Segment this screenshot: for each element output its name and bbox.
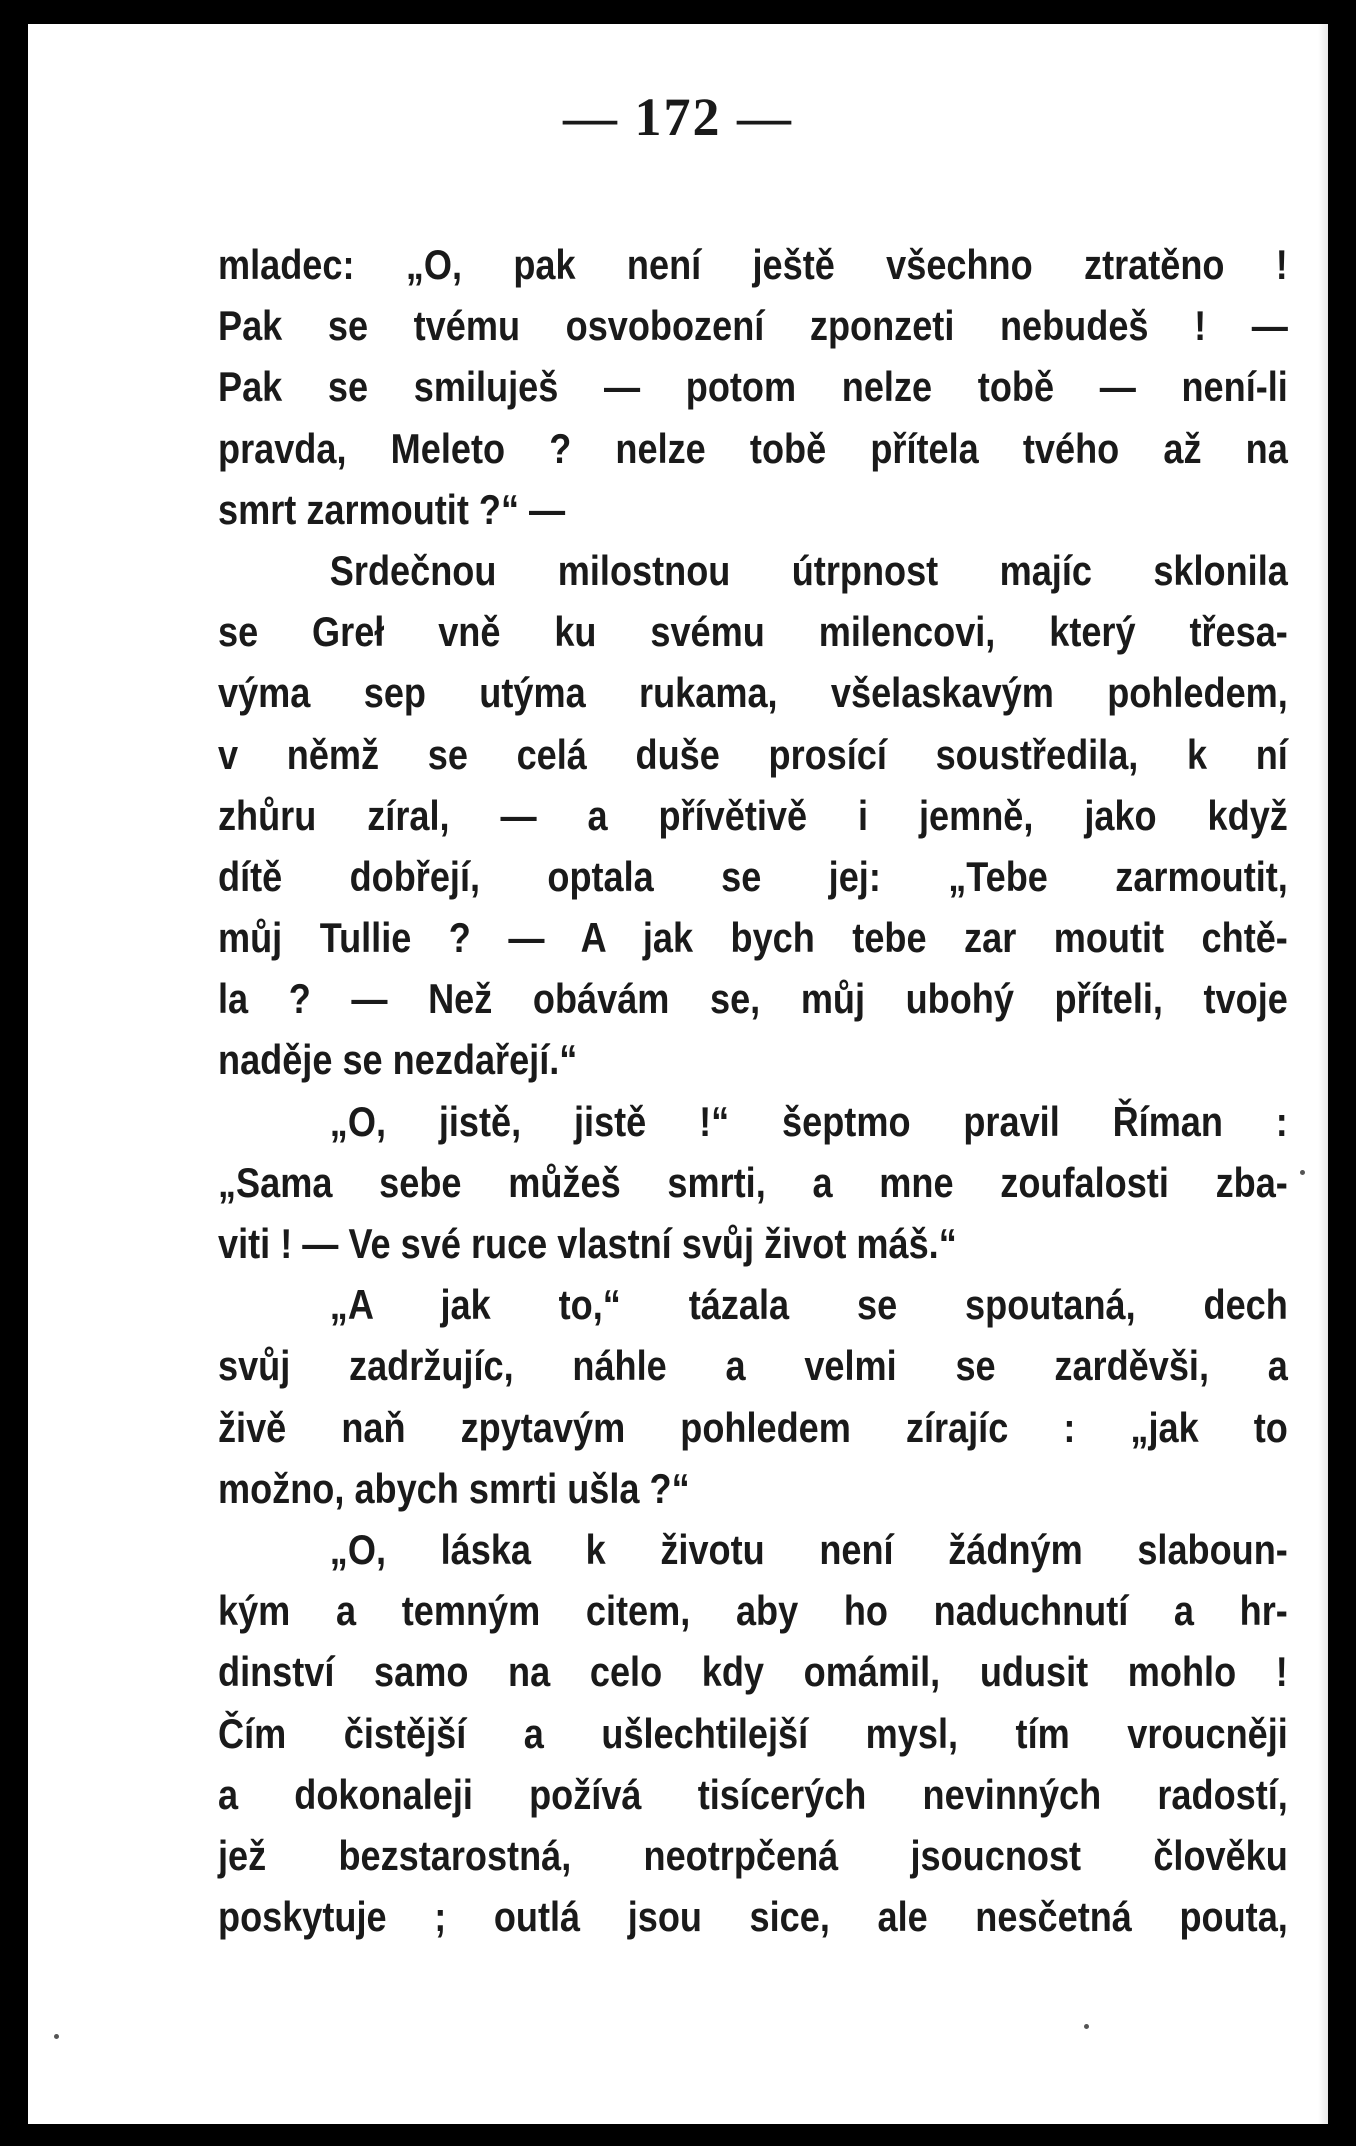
text-line: dítě dobřejí, optala se jej: „Tebe zarmoutit, (218, 852, 1288, 900)
text-line: v němž se celá duše prosící soustředila, k ní (218, 730, 1288, 778)
print-speck (1300, 1170, 1305, 1175)
text-line: „O, láska k životu není žádným slaboun- (329, 1525, 1288, 1573)
page-edge-shadow (1318, 24, 1328, 2124)
text-line: „Sama sebe můžeš smrti, a mne zoufalosti zba- (218, 1158, 1288, 1206)
text-line: můj Tullie ? — A jak bych tebe zar moutit chtě- (218, 914, 1288, 962)
text-line: a dokonaleji požívá tisícerých nevinných radostí, (218, 1770, 1288, 1818)
print-speck (1084, 2024, 1089, 2029)
body-text (218, 234, 1288, 1947)
text-line: živě naň zpytavým pohledem zírajíc : „jak to (218, 1403, 1288, 1451)
text-line: Srdečnou milostnou útrpnost majíc sklonila (329, 546, 1288, 594)
text-line: viti ! — Ve své ruce vlastní svůj život máš.“ (218, 1220, 957, 1267)
text-line: zhůru zíral, — a přívětivě i jemně, jako když (218, 791, 1288, 839)
text-line: pravda, Meleto ? nelze tobě přítela tvého až na (218, 424, 1288, 472)
text-line: smrt zarmoutit ?“ — (218, 485, 566, 533)
text-line: la ? — Než obávám se, můj ubohý příteli, tvoje (218, 975, 1288, 1023)
text-line: možno, abych smrti ušla ?“ (218, 1464, 690, 1512)
text-line: se Greł vně ku svému milencovi, který třesa- (218, 608, 1288, 656)
book-page (28, 24, 1328, 2124)
text-line: poskytuje ; outlá jsou sice, ale nesčetná pouta, (218, 1893, 1288, 1941)
text-line: Čím čistější a ušlechtilejší mysl, tím vroucněji (218, 1709, 1288, 1757)
text-line: jež bezstarostná, neotrpčená jsoucnost člověku (218, 1831, 1288, 1879)
text-line: „O, jistě, jistě !“ šeptmo pravil Říman : (329, 1097, 1288, 1145)
text-line: dinství samo na celo kdy omámil, udusit mohlo ! (218, 1648, 1288, 1696)
text-line: Pak se tvému osvobození zponzeti nebudeš ! — (218, 302, 1288, 350)
text-line: kým a temným citem, aby ho naduchnutí a hr- (218, 1587, 1288, 1635)
text-line: „A jak to,“ tázala se spoutaná, dech (329, 1281, 1288, 1329)
text-line: Pak se smiluješ — potom nelze tobě — není-li (218, 363, 1288, 411)
text-line: naděje se nezdařejí.“ (218, 1036, 578, 1084)
page-number: — 172 — (563, 87, 793, 147)
text-line: svůj zadržujíc, náhle a velmi se zarděvši, a (218, 1342, 1288, 1390)
print-speck (54, 2034, 59, 2039)
text-line: mladec: „O, pak není ještě všechno ztratěno ! (218, 241, 1288, 288)
text-lines-container (218, 234, 1288, 1947)
text-line: výma sep utýma rukama, všelaskavým pohledem, (218, 669, 1288, 717)
